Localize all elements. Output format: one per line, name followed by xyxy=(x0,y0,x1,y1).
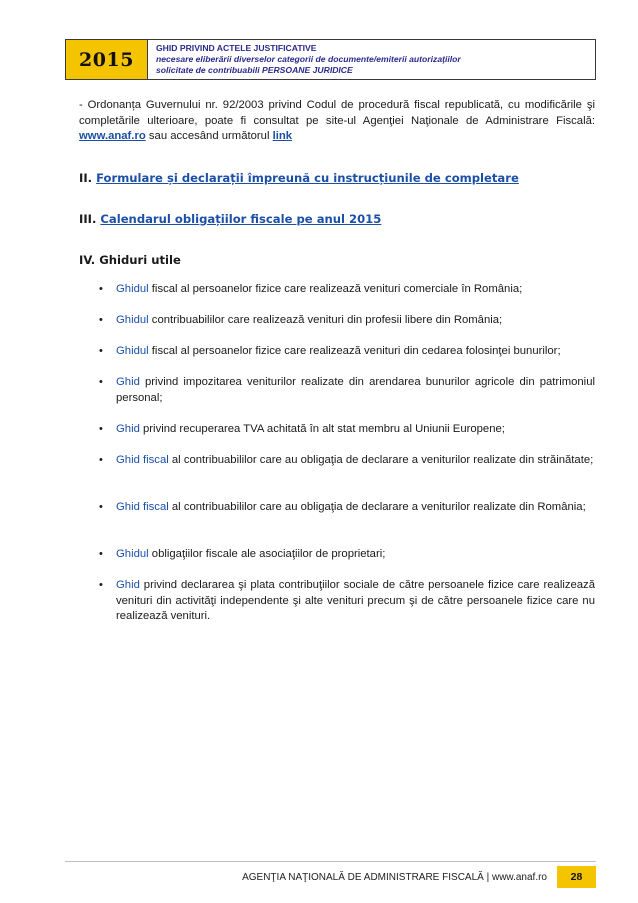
list-item-text xyxy=(116,344,595,360)
intro-paragraph xyxy=(79,98,595,145)
guide-link[interactable]: Ghid fiscal xyxy=(116,501,169,513)
section-number: II. xyxy=(79,171,97,185)
calendar-link[interactable]: Calendarul obligațiilor fiscale pe anul 2015 xyxy=(100,212,382,226)
header-subtitle: necesare eliberării diverselor categorii de documente/emiterii autorizaţiilor xyxy=(156,54,461,64)
list-item xyxy=(99,547,595,563)
bullet-icon: • xyxy=(99,283,103,295)
bullet-icon: • xyxy=(99,423,103,435)
list-item-text xyxy=(116,547,595,563)
bullet-icon: • xyxy=(99,454,103,466)
guide-description: privind impozitarea veniturilor realizate din arendarea bunurilor agricole din patrimoniul personal; xyxy=(116,376,595,404)
guide-link[interactable]: Ghid xyxy=(116,579,140,591)
guide-description: obligaţiilor fiscale ale asociaţiilor de proprietari; xyxy=(148,548,386,560)
guide-description: al contribuabililor care au obligaţia de declarare a veniturilor realizate din România; xyxy=(168,501,586,513)
document-header xyxy=(65,39,596,80)
guide-description: privind recuperarea TVA achitată în alt stat membru al Uniunii Europene; xyxy=(139,423,505,435)
list-item xyxy=(99,282,595,298)
section-number: III. xyxy=(79,212,101,226)
guide-link[interactable]: Ghid xyxy=(116,423,140,435)
guide-description: privind declararea şi plata contribuţiilor sociale de către persoanele fizice care realizează venituri din activităţi independente şi alte venituri precum şi de către persoanele fizice care nu realizează venituri. xyxy=(116,579,595,622)
list-item xyxy=(99,375,595,406)
list-item-text xyxy=(116,313,595,329)
page-number: 28 xyxy=(557,866,596,888)
section-calendar xyxy=(79,212,381,226)
guide-link[interactable]: Ghid xyxy=(116,376,140,388)
guide-description: fiscal al persoanelor fizice care realizează venituri comerciale în România; xyxy=(148,283,523,295)
guide-description: fiscal al persoanelor fizice care realizează venituri din cedarea folosinţei bunurilor; xyxy=(148,345,561,357)
list-item-text xyxy=(116,282,595,298)
bullet-icon: • xyxy=(99,548,103,560)
list-item-text xyxy=(116,578,595,625)
guide-link[interactable]: Ghid fiscal xyxy=(116,454,169,466)
list-item xyxy=(99,422,595,438)
anaf-site-link[interactable]: www.anaf.ro xyxy=(79,130,146,142)
footer-divider xyxy=(65,861,596,862)
list-item-text xyxy=(116,500,595,516)
list-item xyxy=(99,500,595,516)
header-subtitle-2: solicitate de contribuabili PERSOANE JURIDICE xyxy=(156,65,353,75)
list-item-text xyxy=(116,453,595,469)
list-item-text xyxy=(116,422,595,438)
section-forms xyxy=(79,171,519,185)
bullet-icon: • xyxy=(99,376,103,388)
forms-link[interactable]: Formulare și declarații împreună cu instrucțiunile de completare xyxy=(96,171,519,185)
bullet-icon: • xyxy=(99,501,103,513)
bullet-icon: • xyxy=(99,579,103,591)
list-item xyxy=(99,344,595,360)
footer-text: AGENŢIA NAŢIONALĂ DE ADMINISTRARE FISCALĂ | www.anaf.ro xyxy=(242,871,547,883)
intro-text: - Ordonanța Guvernului nr. 92/2003 privind Codul de procedură fiscal republicată, cu modificările şi completările ulterioare, poate fi consultat pe site-ul Agenţiei Naţionale de Administrare Fiscală: xyxy=(79,99,595,127)
guide-link[interactable]: Ghidul xyxy=(116,345,149,357)
guide-description: contribuabililor care realizează venituri din profesii libere din România; xyxy=(148,314,503,326)
list-item-text xyxy=(116,375,595,406)
guide-link[interactable]: Ghidul xyxy=(116,314,149,326)
bullet-icon: • xyxy=(99,345,103,357)
header-year: 2015 xyxy=(66,40,148,79)
header-title-block xyxy=(148,40,467,79)
bullet-icon: • xyxy=(99,314,103,326)
intro-text-2: sau accesând următorul xyxy=(145,130,273,142)
header-title: GHID PRIVIND ACTELE JUSTIFICATIVE xyxy=(156,43,317,53)
ordinance-link[interactable]: link xyxy=(272,130,293,142)
section-guides-title: IV. Ghiduri utile xyxy=(79,253,181,267)
guide-link[interactable]: Ghidul xyxy=(116,548,149,560)
guide-link[interactable]: Ghidul xyxy=(116,283,149,295)
list-item xyxy=(99,453,595,469)
list-item xyxy=(99,313,595,329)
page-footer xyxy=(65,866,596,888)
list-item xyxy=(99,578,595,625)
guide-description: al contribuabililor care au obligaţia de declarare a veniturilor realizate din străinătate; xyxy=(168,454,594,466)
